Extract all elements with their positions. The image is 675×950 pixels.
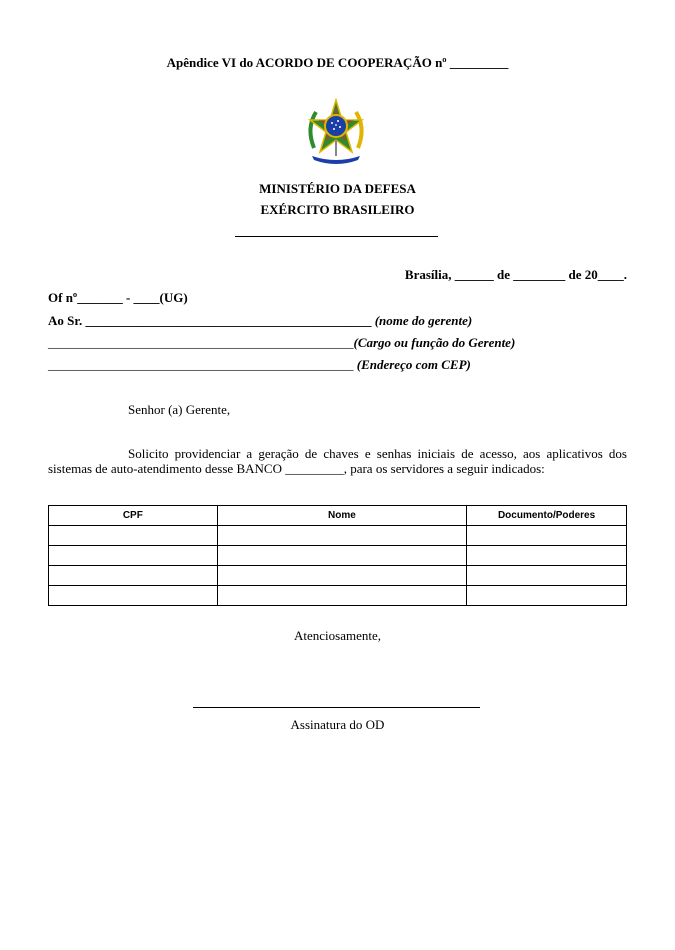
cell-nome <box>217 566 466 586</box>
request-paragraph <box>48 446 627 476</box>
office-number-line: Of nº_______ - ____(UG) <box>48 290 188 305</box>
cell-documento <box>467 586 627 606</box>
cell-documento <box>467 566 627 586</box>
paragraph-line2: sistemas de auto-atendimento desse BANCO _________, para os servidores a seguir indicados: <box>48 461 545 476</box>
cell-nome <box>217 526 466 546</box>
ao-sr-hint: (nome do gerente) <box>374 313 473 328</box>
cell-nome <box>217 586 466 606</box>
cell-cpf <box>49 526 218 546</box>
signature-label: Assinatura do OD <box>290 717 385 732</box>
header-nome: Nome <box>217 506 466 526</box>
ministry-heading <box>0 178 675 220</box>
table-row <box>49 526 627 546</box>
cell-documento <box>467 526 627 546</box>
cell-cpf <box>49 566 218 586</box>
closing: Atenciosamente, <box>294 628 381 643</box>
cell-cpf <box>49 546 218 566</box>
header-documento: Documento/Poderes <box>467 506 627 526</box>
salutation: Senhor (a) Gerente, <box>128 402 231 417</box>
recipient-address-line <box>48 357 471 373</box>
cell-documento <box>467 546 627 566</box>
cell-cpf <box>49 586 218 606</box>
cell-nome <box>217 546 466 566</box>
servers-table <box>48 505 627 606</box>
table-row <box>49 586 627 606</box>
paragraph-line1: Solicito providenciar a geração de chaves e senhas iniciais de acesso, aos aplicativos dos <box>128 446 627 461</box>
endereco-hint: (Endereço com CEP) <box>356 357 471 372</box>
signature-line <box>193 707 480 708</box>
recipient-role-line <box>48 335 515 351</box>
ministry-line2: EXÉRCITO BRASILEIRO <box>260 202 415 217</box>
recipient-name-line <box>48 313 472 329</box>
header-divider <box>235 236 438 237</box>
brazil-coat-of-arms-icon <box>302 98 370 166</box>
cargo-hint: (Cargo ou função do Gerente) <box>353 335 516 350</box>
table-row <box>49 546 627 566</box>
date-line: Brasília, ______ de ________ de 20____. <box>404 267 627 282</box>
appendix-title: Apêndice VI do ACORDO DE COOPERAÇÃO nº _________ <box>166 55 509 70</box>
ao-sr-prefix: Ao Sr. ____________________________________________ <box>48 313 372 328</box>
cargo-blank: _______________________________________________ <box>48 335 354 350</box>
table-row <box>49 566 627 586</box>
header-cpf: CPF <box>49 506 218 526</box>
ministry-line1: MINISTÉRIO DA DEFESA <box>259 181 416 196</box>
table-header-row <box>49 506 627 526</box>
endereco-blank: _______________________________________________ <box>48 357 354 372</box>
